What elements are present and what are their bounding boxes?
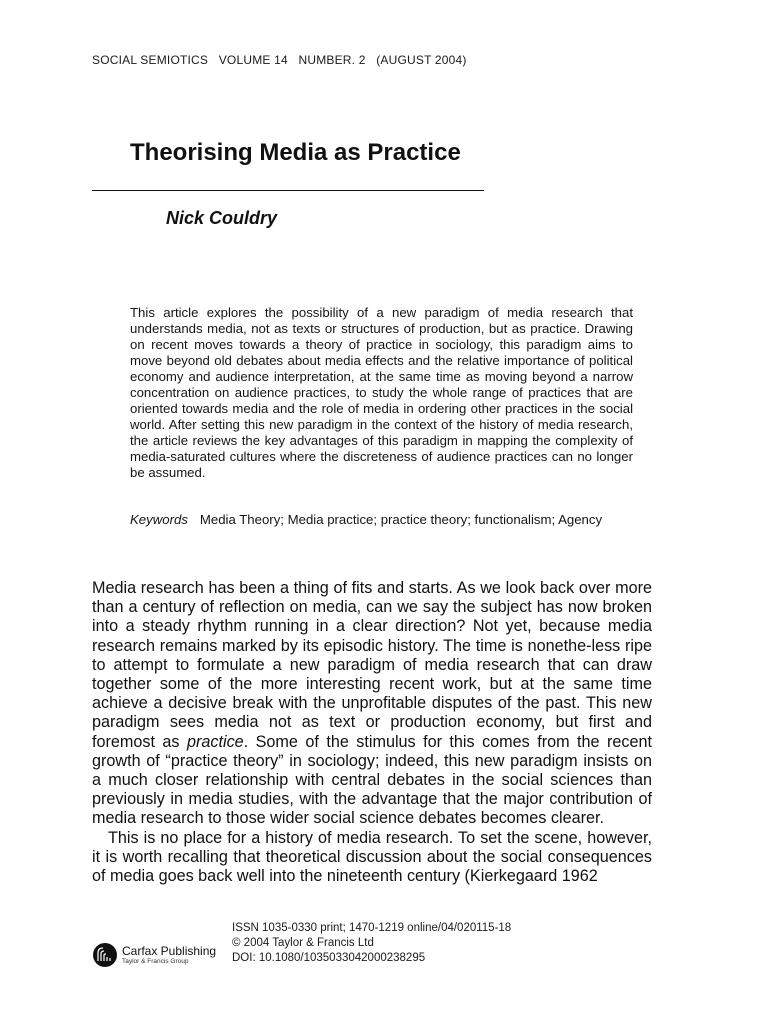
journal-header: SOCIAL SEMIOTICS VOLUME 14 NUMBER. 2 (AUGUST 2004): [92, 53, 467, 67]
body-paragraph-1-text-cont: . Some of the stimulus for this comes from the recent growth of “practice theory” in sociology; indeed, this new paradigm insists on a much closer relationship with central debates in the social sciences than previously in media studies, with the advantage that the major contribution of media research to those wider social science debates becomes clearer.: [92, 732, 652, 828]
body-paragraph-1: [92, 579, 652, 829]
doi: DOI: 10.1080/1035033042000238295: [232, 952, 426, 964]
publisher-group: Taylor & Francis Group: [122, 957, 189, 965]
publisher-text: [122, 945, 216, 966]
body-paragraph-1-text: Media research has been a thing of fits and starts. As we look back over more than a century of reflection on media, can we say the subject has now broken into a steady rhythm running in a clear direction? Not yet, because media research remains marked by its episodic history. The time is nonethe-less ripe to attempt to formulate a new paradigm of media research that can draw together some of the more interesting recent work, but at the same time achieve a decisive break with the unprofitable disputes of the past. This new paradigm sees media not as text or production economy, but first and foremost as: [92, 579, 652, 751]
abstract: This article explores the possibility of a new paradigm of media research that understands media, not as texts or structures of production, but as practice. Drawing on recent moves towards a theory of practice in sociology, this paradigm aims to move beyond old debates about media effects and the relative importance of political economy and audience interpretation, at the same time as moving beyond a narrow concentration on audience practices, to study the whole range of practices that are oriented towards media and the role of media in ordering other practices in the social world. After setting this new paradigm in the context of the history of media research, the article reviews the key advantages of this paradigm in mapping the complexity of media-saturated cultures where the discreteness of audience practices can no longer be assumed.: [130, 305, 633, 480]
copyright: © 2004 Taylor & Francis Ltd: [232, 937, 374, 949]
publisher-name: Carfax Publishing: [122, 943, 217, 958]
article-title: Theorising Media as Practice: [130, 139, 461, 166]
keywords: [130, 512, 650, 528]
body-text: [92, 579, 652, 886]
keywords-label: Keywords: [130, 512, 188, 527]
title-divider: [92, 190, 484, 191]
footer-identifiers: [232, 921, 511, 966]
issn: ISSN 1035-0330 print; 1470-1219 online/04/020115-18: [232, 922, 512, 934]
author-name: Nick Couldry: [166, 208, 278, 228]
carfax-logo-icon: [92, 942, 118, 968]
body-paragraph-1-emphasis: practice: [186, 732, 244, 751]
keywords-list: Media Theory; Media practice; practice theory; functionalism; Agency: [199, 512, 603, 527]
body-paragraph-2: This is no place for a history of media research. To set the scene, however, it is worth recalling that theoretical discussion about the social consequences of media goes back well into the nineteenth century (Kierkegaard 1962: [92, 828, 652, 886]
publisher-block: [92, 942, 216, 968]
